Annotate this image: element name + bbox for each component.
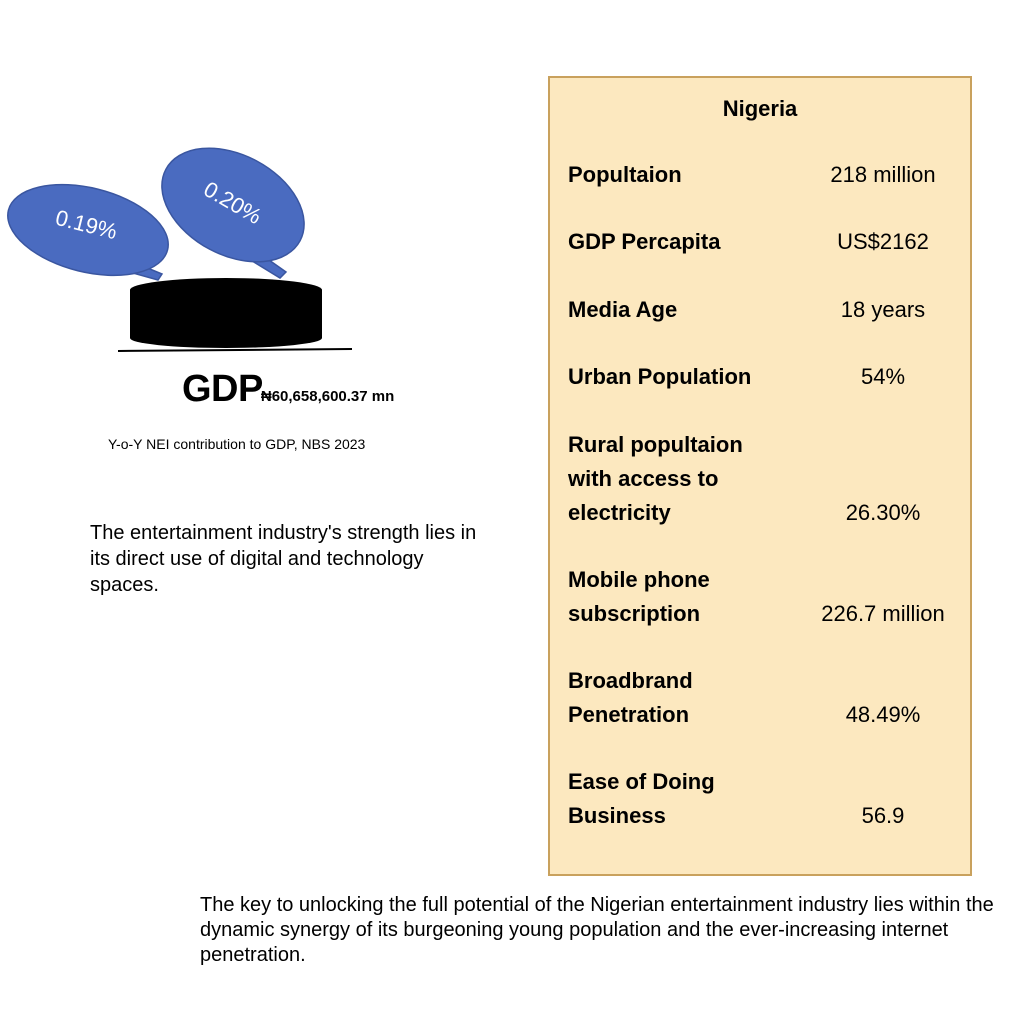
stat-value: 56.9 bbox=[861, 803, 905, 828]
bubble-left-label: 0.19% bbox=[53, 204, 120, 245]
key-paragraph: The key to unlocking the full potential of the Nigerian entertainment industry lies within the dynamic synergy of its burgeoning young population and the ever-increasing internet penetration. bbox=[200, 894, 994, 966]
bubble-right bbox=[142, 140, 323, 285]
bubble-left bbox=[0, 169, 178, 290]
stat-label: GDP Percapita bbox=[568, 229, 721, 254]
stat-value: 54% bbox=[860, 364, 906, 389]
stat-label: Media Age bbox=[568, 297, 678, 322]
stat-label: Ease of Doing Business bbox=[568, 769, 715, 828]
disc-shape bbox=[130, 278, 322, 348]
baseline-rule bbox=[118, 349, 352, 351]
gdp-value: ₦60,658,600.37 mn bbox=[260, 388, 395, 405]
stat-label: Mobile phone subscription bbox=[568, 567, 710, 626]
stat-label: Popultaion bbox=[568, 162, 682, 187]
gdp-caption: Y-o-Y NEI contribution to GDP, NBS 2023 bbox=[108, 436, 366, 452]
strength-paragraph: The entertainment industry's strength lies in its direct use of digital and technology spaces. bbox=[90, 522, 477, 596]
stat-value: US$2162 bbox=[837, 229, 929, 254]
bubble-right-label: 0.20% bbox=[199, 176, 267, 230]
stat-value: 226.7 million bbox=[821, 601, 945, 626]
panel-title: Nigeria bbox=[722, 96, 798, 121]
nigeria-stats-panel bbox=[548, 76, 972, 876]
stat-label: Broadbrand Penetration bbox=[568, 668, 693, 727]
stat-value: 48.49% bbox=[845, 702, 921, 727]
stat-value: 26.30% bbox=[845, 500, 921, 525]
gdp-word: GDP bbox=[182, 368, 263, 410]
stat-value: 218 million bbox=[830, 162, 936, 187]
gdp-heading bbox=[182, 368, 394, 411]
stat-label: Urban Population bbox=[568, 364, 752, 389]
stat-value: 18 years bbox=[840, 297, 926, 322]
stat-label: Rural popultaion with access to electricity bbox=[568, 432, 743, 525]
gdp-graphic bbox=[0, 140, 380, 380]
